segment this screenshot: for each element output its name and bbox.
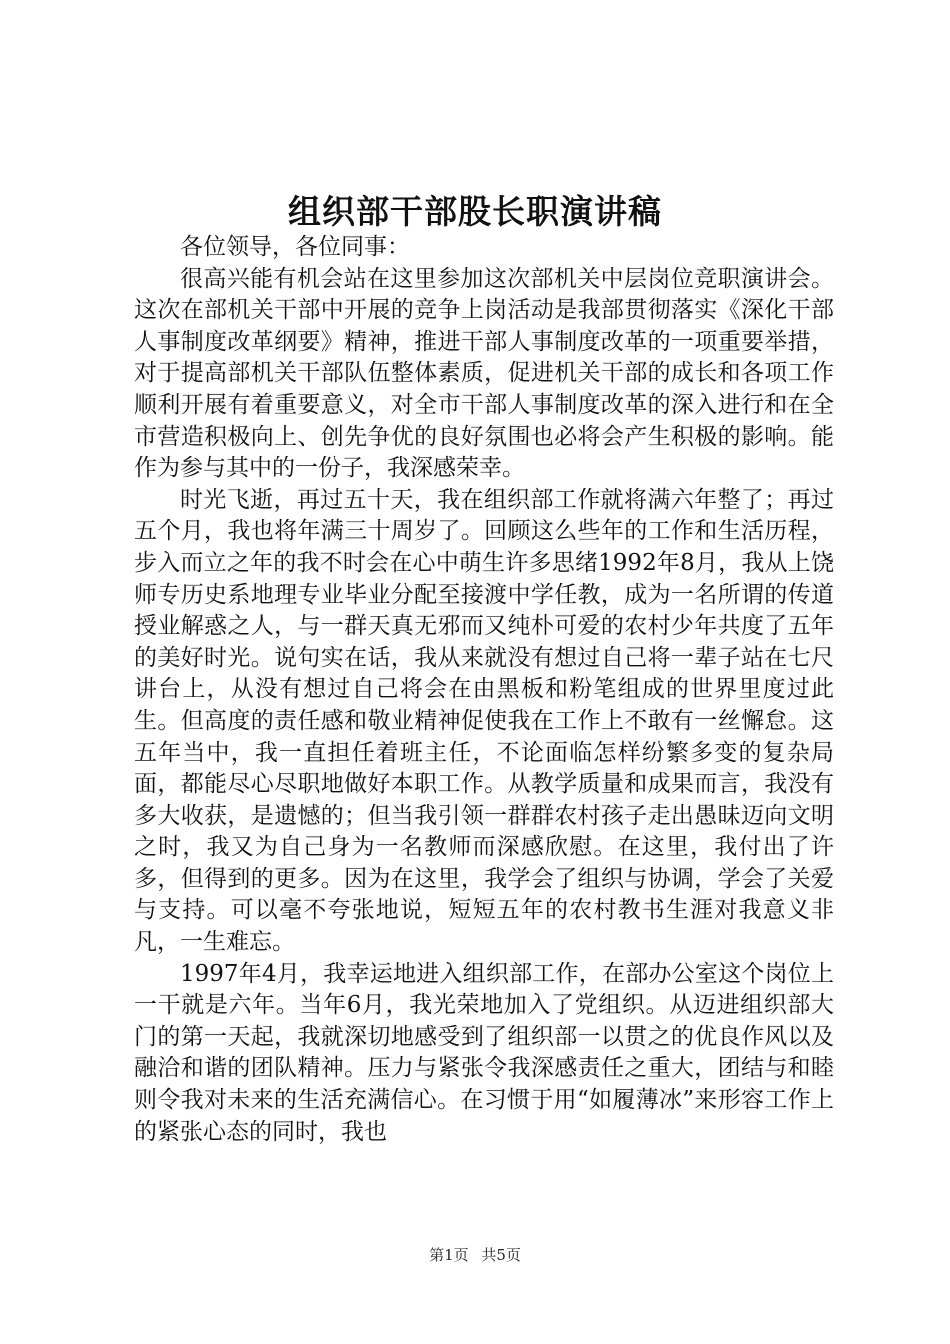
salutation-paragraph: 各位领导，各位同事：: [180, 234, 410, 260]
body-paragraph: 1997年4月，我幸运地进入组织部工作，在部办公室这个岗位上一干就是六年。当年6月，我光荣地加入了党组织。从迈进组织部大门的第一天起，我就深切地感受到了组织部一以贯之的优良作风以及融洽和谐的团队精神。压力与紧张令我深感责任之重大，团结与和睦则令我对未来的生活充满信心。在习惯于用“如履薄冰”来形容工作上的紧张心态的同时，我也: [134, 960, 834, 1145]
document-body: [134, 232, 834, 1148]
body-paragraph: 时光飞逝，再过五十天，我在组织部工作就将满六年整了；再过五个月，我也将年满三十周岁了。回顾这么些年的工作和生活历程，步入而立之年的我不时会在心中萌生许多思绪1992年8月，我从上饶师专历史系地理专业毕业分配至接渡中学任教，成为一名所谓的传道授业解惑之人，与一群天真无邪而又纯朴可爱的农村少年共度了五年的美好时光。说句实在话，我从来就没有想过自己将一辈子站在七尺讲台上，从没有想过自己将会在由黑板和粉笔组成的世界里度过此生。但高度的责任感和敬业精神促使我在工作上不敢有一丝懈怠。这五年当中，我一直担任着班主任，不论面临怎样纷繁多变的复杂局面，都能尽心尽职地做好本职工作。从教学质量和成果而言，我没有多大收获，是遗憾的；但当我引领一群群农村孩子走出愚昧迈向文明之时，我又为自己身为一名教师而深感欣慰。在这里，我付出了许多，但得到的更多。因为在这里，我学会了组织与协调，学会了关爱与支持。可以毫不夸张地说，短短五年的农村教书生涯对我意义非凡，一生难忘。: [134, 486, 834, 956]
page-number: 第1页: [429, 1246, 469, 1264]
page-total: 共5页: [481, 1246, 521, 1264]
page-footer: [0, 1244, 950, 1265]
body-paragraph: 很高兴能有机会站在这里参加这次部机关中层岗位竞职演讲会。这次在部机关干部中开展的竞争上岗活动是我部贯彻落实《深化干部人事制度改革纲要》精神，推进干部人事制度改革的一项重要举措，对于提高部机关干部队伍整体素质，促进机关干部的成长和各项工作顺利开展有着重要意义，对全市干部人事制度改革的深入进行和在全市营造积极向上、创先争优的良好氛围也必将会产生积极的影响。能作为参与其中的一份子，我深感荣幸。: [134, 265, 834, 482]
document-title: 组织部干部股长职演讲稿: [288, 192, 662, 231]
